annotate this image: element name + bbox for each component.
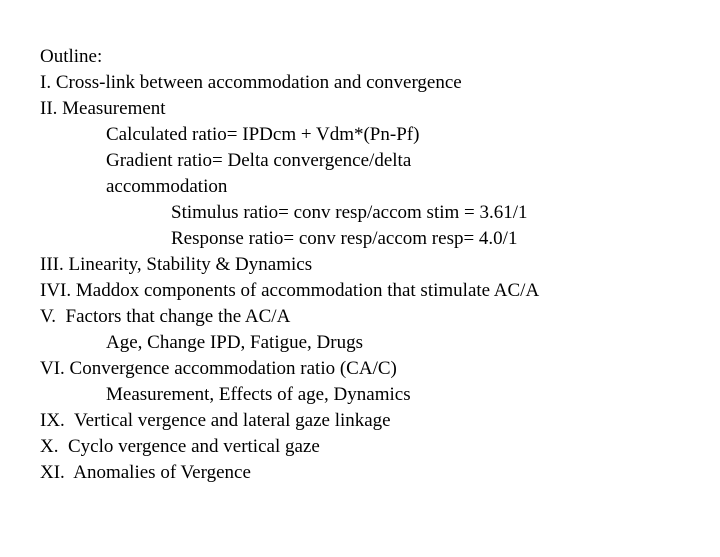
outline-subsubitem-stimulus-ratio: Stimulus ratio= conv resp/accom stim = 3.61/1 (171, 202, 528, 223)
outline-subitem-factors: Age, Change IPD, Fatigue, Drugs (106, 332, 363, 353)
outline-item-2: II. Measurement (40, 98, 166, 119)
outline-subitem-gradient-ratio: Gradient ratio= Delta convergence/delta (106, 150, 412, 171)
outline-item-5: V. Factors that change the AC/A (40, 306, 291, 327)
outline-item-3: III. Linearity, Stability & Dynamics (40, 254, 313, 275)
outline-subsubitem-response-ratio: Response ratio= conv resp/accom resp= 4.0/1 (171, 228, 518, 249)
outline-heading: Outline: (40, 46, 103, 67)
outline-item-11: XI. Anomalies of Vergence (40, 462, 251, 483)
outline-item-4: IVI. Maddox components of accommodation that stimulate AC/A (40, 280, 540, 301)
outline-item-10: X. Cyclo vergence and vertical gaze (40, 436, 320, 457)
outline-subitem-calculated-ratio: Calculated ratio= IPDcm + Vdm*(Pn-Pf) (106, 124, 420, 145)
outline-item-9: IX. Vertical vergence and lateral gaze linkage (40, 410, 391, 431)
outline-item-6: VI. Convergence accommodation ratio (CA/C) (40, 358, 397, 379)
outline-subitem-gradient-ratio-cont: accommodation (106, 176, 228, 197)
outline-item-1: I. Cross-link between accommodation and convergence (40, 72, 462, 93)
outline-list (40, 44, 539, 486)
outline-subitem-ca-c: Measurement, Effects of age, Dynamics (106, 384, 411, 405)
